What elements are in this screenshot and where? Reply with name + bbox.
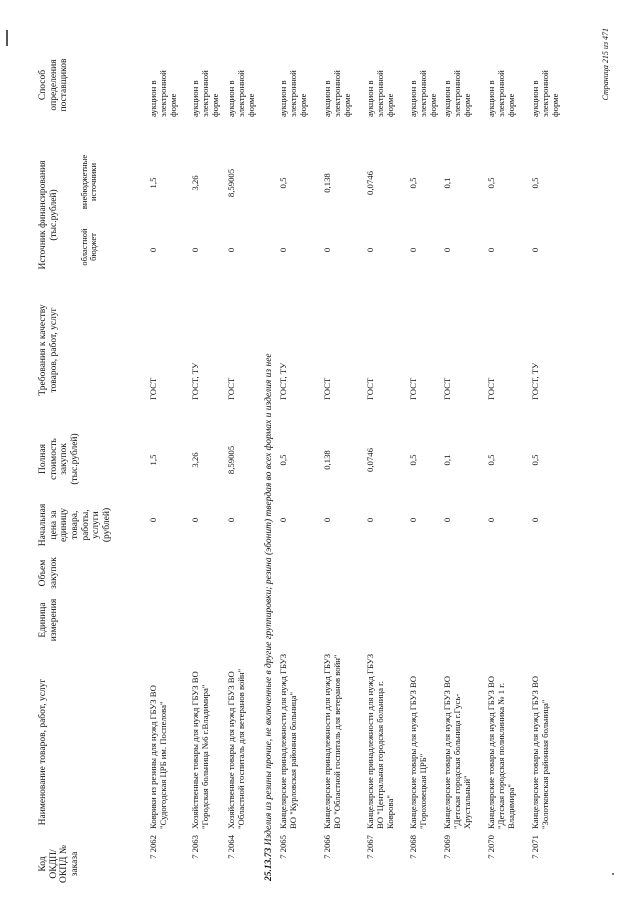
header-funding-regional: областной бюджет xyxy=(79,228,99,266)
row-full-cost: 0,5 xyxy=(278,454,288,466)
row-price: 0 xyxy=(226,517,236,523)
row-code: 7 2066 xyxy=(322,835,332,859)
row-quality: ГОСТ xyxy=(442,377,452,400)
row-name: Канцелярские товары для нужд ГБУЗ ВО "Детская городская поликлиника № 1 г. Владимира" xyxy=(486,675,516,829)
header-quality: Требования к качеству товаров, работ, услуг xyxy=(38,304,59,396)
header-funding: Источник финансирования (тыс.рублей) xyxy=(38,160,59,270)
row-funding-extra: 0,1 xyxy=(442,177,452,189)
row-full-cost: 0,0746 xyxy=(365,448,375,472)
row-code: 7 2070 xyxy=(486,835,496,859)
row-method: аукцион в электронной форме xyxy=(190,70,220,117)
row-method: аукцион в электронной форме xyxy=(486,70,516,117)
row-funding-extra: 3,26 xyxy=(190,175,200,191)
section-code: 25.13.73 xyxy=(264,847,274,881)
row-code: 7 2062 xyxy=(148,835,158,859)
row-full-cost: 0,5 xyxy=(408,454,418,466)
row-funding-regional: 0 xyxy=(365,247,375,253)
row-method: аукцион в электронной форме xyxy=(442,70,472,117)
row-full-cost: 0,138 xyxy=(322,450,332,470)
row-price: 0 xyxy=(408,517,418,523)
row-funding-regional: 0 xyxy=(278,247,288,253)
row-funding-regional: 0 xyxy=(148,247,158,253)
row-quality: ГОСТ, ТУ xyxy=(278,362,288,400)
row-price: 0 xyxy=(148,517,158,523)
row-funding-extra: 0,0746 xyxy=(365,171,375,195)
row-price: 0 xyxy=(365,517,375,523)
row-price: 0 xyxy=(322,517,332,523)
row-name: Канцелярские товары для нужд ГБУЗ ВО "Детская городская больница г.Гусь-Хрустальный" xyxy=(442,675,472,829)
section-title: Изделия из резины прочие, не включенные в другие группировки; резина (эбонит) твердая во всех формах и изделия из нее xyxy=(264,353,274,846)
row-code: 7 2064 xyxy=(226,835,236,859)
header-method: Способ определения поставщиков xyxy=(38,58,70,112)
row-funding-regional: 0 xyxy=(442,247,452,253)
row-full-cost: 0,5 xyxy=(530,454,540,466)
row-method: аукцион в электронной форме xyxy=(226,70,256,117)
header-code: Код ОКДП/ ОКПД № заказа xyxy=(38,845,80,883)
row-funding-extra: 8,59005 xyxy=(226,168,236,198)
header-funding-extra: внебюджетные источники xyxy=(79,154,99,210)
row-quality: ГОСТ xyxy=(408,377,418,400)
row-code: 7 2063 xyxy=(190,835,200,859)
row-funding-extra: 1,5 xyxy=(148,177,158,189)
row-price: 0 xyxy=(530,517,540,523)
row-full-cost: 3,26 xyxy=(190,452,200,468)
row-funding-extra: 0,5 xyxy=(486,177,496,189)
row-price: 0 xyxy=(442,517,452,523)
row-name: Хозяйственные товары для нужд ГБУЗ ВО "Городская больница №6 г.Владимира" xyxy=(190,671,210,829)
row-method: аукцион в электронной форме xyxy=(322,70,352,117)
row-code: 7 2071 xyxy=(530,835,540,859)
row-code: 7 2069 xyxy=(442,835,452,859)
row-price: 0 xyxy=(190,517,200,523)
row-funding-extra: 0,5 xyxy=(278,177,288,189)
row-method: аукцион в электронной форме xyxy=(408,70,438,117)
row-full-cost: 1,5 xyxy=(148,454,158,466)
page-number: Страница 215 из 471 xyxy=(600,28,610,101)
row-method: аукцион в электронной форме xyxy=(365,70,395,117)
row-funding-extra: 0,5 xyxy=(408,177,418,189)
row-quality: ГОСТ, ТУ xyxy=(190,362,200,400)
row-quality: ГОСТ xyxy=(148,377,158,400)
header-unit: Единица измерения xyxy=(38,598,59,642)
row-funding-regional: 0 xyxy=(322,247,332,253)
row-funding-extra: 0,5 xyxy=(530,177,540,189)
row-full-cost: 0,1 xyxy=(442,454,452,466)
row-quality: ГОСТ xyxy=(365,377,375,400)
row-code: 7 2068 xyxy=(408,835,418,859)
row-name: Коврики из резины для нужд ГБУЗ ВО "Судогодская ЦРБ им. Поспелова" xyxy=(148,685,168,829)
row-method: аукцион в электронной форме xyxy=(148,70,178,117)
row-code: 7 2067 xyxy=(365,835,375,859)
row-code: 7 2065 xyxy=(278,835,288,859)
row-name: Канцелярские принадлежности для нужд ГБУЗ ВО "Центральная городская больница г. Коврова" xyxy=(365,653,395,829)
row-method: аукцион в электронной форме xyxy=(278,70,308,117)
row-full-cost: 0,5 xyxy=(486,454,496,466)
row-funding-regional: 0 xyxy=(190,247,200,253)
header-price: Начальная цена за единицу товара, работы, услуги (рублей) xyxy=(38,503,112,547)
row-funding-regional: 0 xyxy=(530,247,540,253)
row-funding-regional: 0 xyxy=(226,247,236,253)
row-quality: ГОСТ, ТУ xyxy=(530,362,540,400)
row-price: 0 xyxy=(486,517,496,523)
row-funding-extra: 0,138 xyxy=(322,173,332,193)
row-name: Канцелярские принадлежности для нужд ГБУЗ ВО "Курловская районная больница" xyxy=(278,653,298,829)
row-name: Канцелярские принадлежности для нужд ГБУЗ ВО "Областной госпиталь для ветеранов войн" xyxy=(322,653,342,829)
row-name: Канцелярские товары для нужд ГБУЗ ВО "Золотковская районная больница" xyxy=(530,675,550,829)
row-funding-regional: 0 xyxy=(408,247,418,253)
row-quality: ГОСТ xyxy=(486,377,496,400)
row-name: Канцелярские товары для нужд ГБУЗ ВО "Гороховецкая ЦРБ" xyxy=(408,675,428,829)
row-name: Хозяйственные товары для нужд ГБУЗ ВО "Областной госпиталь для ветеранов войн" xyxy=(226,668,246,829)
scan-dot xyxy=(612,873,614,875)
row-funding-regional: 0 xyxy=(486,247,496,253)
row-method: аукцион в электронной форме xyxy=(530,70,560,117)
row-quality: ГОСТ xyxy=(226,377,236,400)
row-full-cost: 8,59005 xyxy=(226,445,236,475)
header-volume: Объем закупок xyxy=(38,557,59,589)
row-quality: ГОСТ xyxy=(322,377,332,400)
section-heading xyxy=(264,353,275,881)
row-price: 0 xyxy=(278,517,288,523)
header-name: Наименование товаров, работ, услуг xyxy=(38,678,48,826)
header-full-cost: Полная стоимость закупок (тыс.рублей) xyxy=(38,433,80,485)
scan-mark xyxy=(6,30,8,46)
